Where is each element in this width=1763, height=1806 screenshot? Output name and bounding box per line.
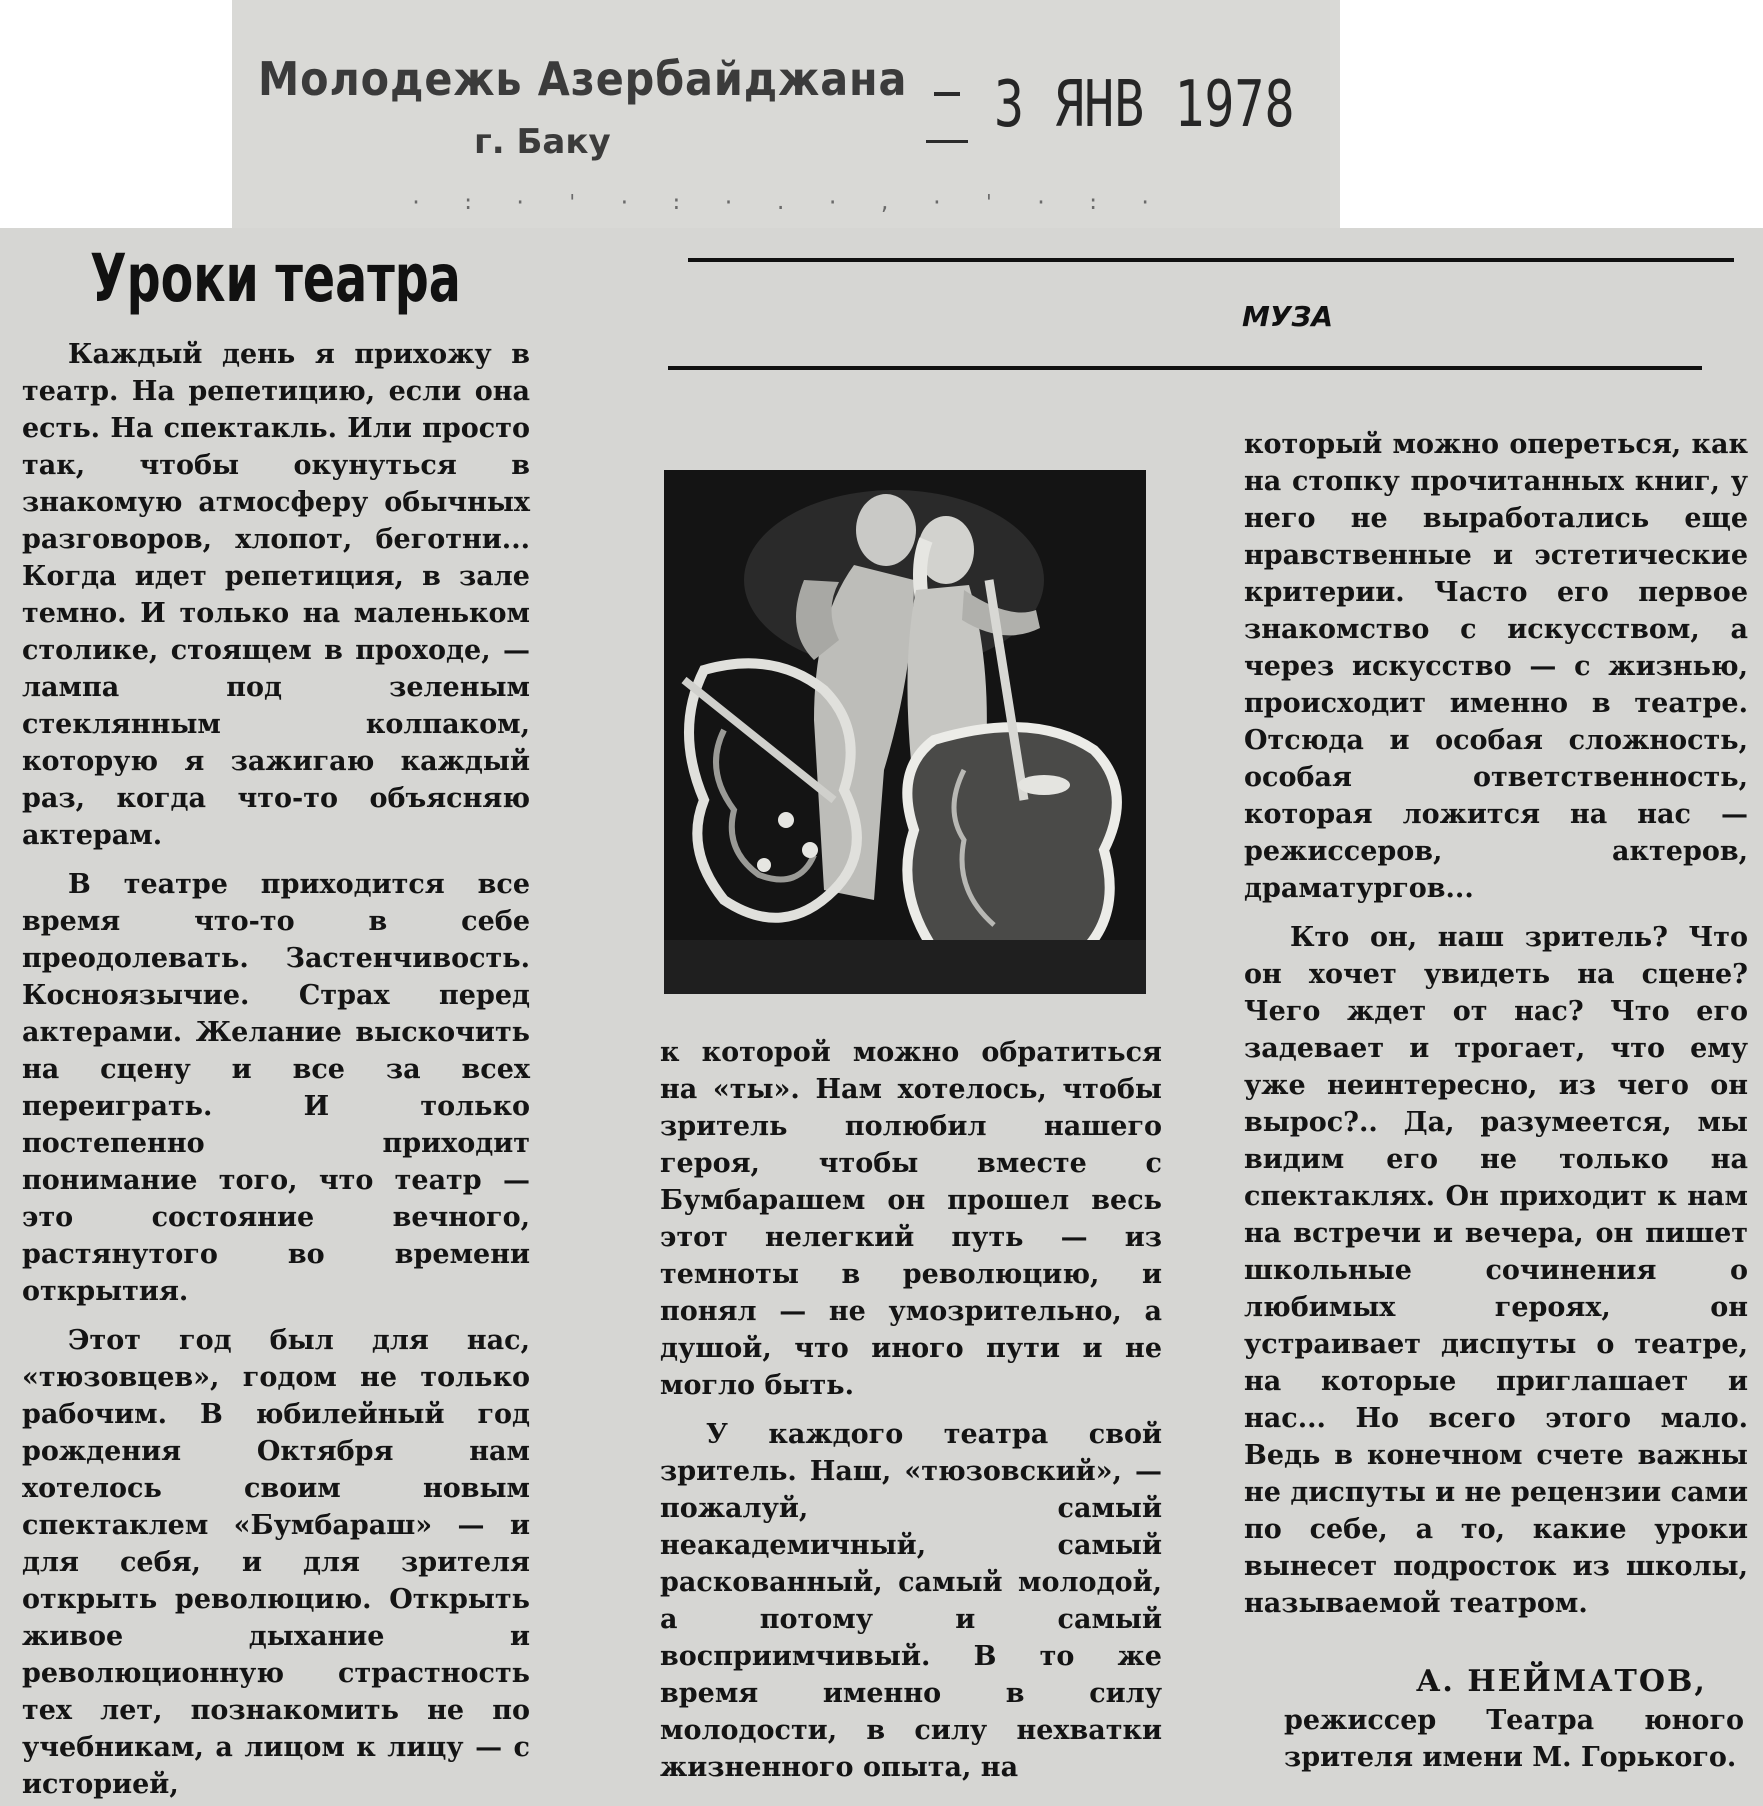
stamp-faint-print: · : · ' · : · . · , · ' · : · — [410, 190, 1166, 212]
article-photo — [664, 470, 1146, 994]
stamp-date: 3 ЯНВ 1978 — [994, 68, 1295, 142]
stamp-city: г. Баку — [474, 122, 611, 162]
paragraph: У каждого театра свой зритель. Наш, «тюзовский», — пожалуй, самый неакадемичный, самый раскованный, самый молодой, а потому и самый восприимчивый. В то же время именно в силу молодости, в силу нехватки жизненного опыта, на — [660, 1419, 1162, 1783]
paragraph: Кто он, наш зритель? Что он хочет увидеть на сцене? Чего ждет от нас? Что его задевает и трогает, что ему уже неинтересно, из чего он вырос?.. Да, разумеется, мы видим его не только на спектаклях. Он приходит к нам на встречи и вечера, он пишет школьные сочинения о любимых героях, он устраивает диспуты о театре, на которые приглашает и нас... Но всего этого мало. Ведь в конечном счете важны не диспуты и не рецензии сами по себе, а то, какие уроки вынесет подросток из школы, называемой театром. — [1244, 922, 1748, 1619]
rubric-label: МУЗА — [1242, 300, 1334, 333]
stamp-dash-underline — [926, 140, 968, 143]
paragraph: Этот год был для нас, «тюзовцев», годом не только рабочим. В юбилейный год рождения Октября нам хотелось своим новым спектаклем «Бумбараш» — и для себя, и для зрителя открыть революцию. Открыть живое дыхание и революционную страстность тех лет, познакомить не по учебникам, а лицом к лицу — с историей, — [22, 1325, 530, 1800]
author-name: А. НЕЙМАТОВ, — [1416, 1664, 1707, 1699]
article-title: Уроки театра — [90, 240, 461, 317]
article-column-2 — [660, 1034, 1162, 1786]
stamp-newspaper-name: Молодежь Азербайджана — [258, 52, 908, 106]
paragraph: Каждый день я прихожу в театр. На репетицию, если она есть. На спектакль. Или просто так, чтобы окунуться в знакомую атмосферу обычных разговоров, хлопот, беготни... Когда идет репетиция, в зале темно. И только на маленьком столике, стоящем в проходе, — лампа под зеленым стеклянным колпаком, которую я зажигаю каждый раз, когда что-то объясняю актерам. — [22, 339, 530, 851]
photo-two-performers-with-guitars — [664, 470, 1146, 994]
paragraph: В театре приходится все время что-то в себе преодолевать. Застенчивость. Косноязычие. Страх перед актерами. Желание выскочить на сцену и все за всех переиграть. И только постепенно приходит понимание того, что театр — это состояние вечного, растянутого во времени открытия. — [22, 869, 530, 1307]
paragraph: который можно опереться, как на стопку прочитанных книг, у него не выработались еще нравственные и эстетические критерии. Часто его первое знакомство с искусством, а через искусство — с жизнью, происходит именно в театре. Отсюда и особая сложность, особая ответственность, которая ложится на нас — режиссеров, актеров, драматургов... — [1244, 429, 1748, 904]
paragraph: к которой можно обратиться на «ты». Нам хотелось, чтобы зритель полюбил нашего героя, чтобы вместе с Бумбарашем он прошел весь этот нелегкий путь — из темноты в революцию, и понял — не умозрительно, а душой, что иного пути и не могло быть. — [660, 1037, 1162, 1401]
author-role: режиссер Театра юного зрителя имени М. Горького. — [1284, 1705, 1744, 1773]
rubric-bottom-rule — [668, 366, 1702, 370]
stamp-dash — [934, 92, 960, 96]
article-column-3 — [1244, 426, 1748, 1622]
rubric-top-rule — [688, 258, 1734, 262]
article-column-1 — [22, 336, 530, 1803]
